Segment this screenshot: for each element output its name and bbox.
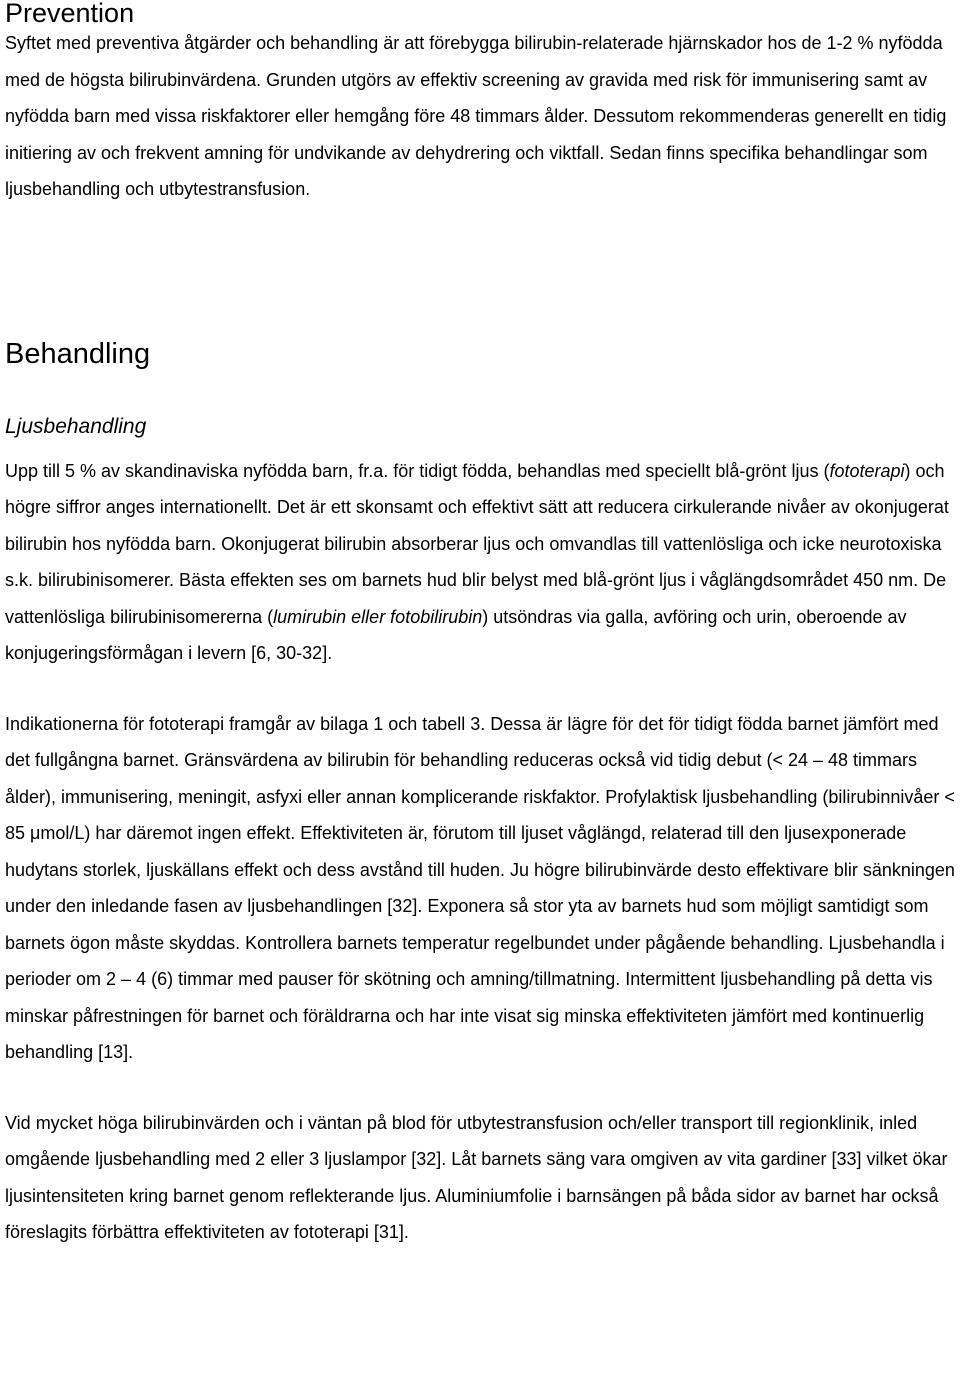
ljusbehandling-subheading: Ljusbehandling xyxy=(5,414,147,438)
text-segment: Upp till 5 % av skandinaviska nyfödda barn, fr.a. för tidigt födda, behandlas med speciellt blå-grönt ljus ( xyxy=(5,460,830,481)
ljusbehandling-paragraph-3: Vid mycket höga bilirubinvärden och i väntan på blod för utbytestransfusion och/eller transport till regionklinik, inled omgående ljusbehandling med 2 eller 3 ljuslampor [32]. Låt barnets säng vara omgiven av vita gardiner [33] vilket ökar ljusintensiteten kring barnet genom reflekterande ljus. Aluminiumfolie i barnsängen på båda sidor av barnet har också föreslagits förbättra effektiviteten av fototerapi [31]. xyxy=(5,1112,948,1243)
italic-term-lumirubin: lumirubin eller fotobilirubin xyxy=(273,606,483,627)
prevention-paragraph: Syftet med preventiva åtgärder och behandling är att förebygga bilirubin-relaterade hjärnskador hos de 1-2 % nyfödda med de högsta bilirubinvärdena. Grunden utgörs av effektiv screening av gravida med risk för immunisering samt av nyfödda barn med vissa riskfaktorer eller hemgång före 48 timmars ålder. Dessutom rekommenderas generellt en tidig initiering av och frekvent amning för undvikande av dehydrering och viktfall. Sedan finns specifika behandlingar som ljusbehandling och utbytestransfusion. xyxy=(5,33,947,200)
text-segment: ) utsöndras via galla, avföring och urin, oberoende av konjugeringsförmågan i levern [6, 30-32]. xyxy=(5,606,907,664)
behandling-heading: Behandling xyxy=(5,337,151,370)
text-segment: ) och högre siffror anges internationellt. Det är ett skonsamt och effektivt sätt att reducera cirkulerande nivåer av okonjugerat bilirubin hos nyfödda barn. Okonjugerat bilirubin absorberar ljus och omvandlas till vattenlösliga och icke neurotoxiska s.k. bilirubinisomerer. Bästa effekten ses om barnets hud blir belyst med blå-grönt ljus i våglängdsområdet 450 nm. De vattenlösliga bilirubinisomererna ( xyxy=(5,460,949,627)
italic-term-fototerapi: fototerapi xyxy=(829,460,905,481)
ljusbehandling-paragraph-1 xyxy=(5,453,955,672)
prevention-heading: Prevention xyxy=(5,0,135,28)
ljusbehandling-paragraph-2: Indikationerna för fototerapi framgår av bilaga 1 och tabell 3. Dessa är lägre för det för tidigt födda barnet jämfört med det fullgångna barnet. Gränsvärdena av bilirubin för behandling reduceras också vid tidig debut (< 24 – 48 timmars ålder), immunisering, meningit, asfyxi eller annan komplicerande riskfaktor. Profylaktisk ljusbehandling (bilirubinnivåer < 85 μmol/L) har däremot ingen effekt. Effektiviteten är, förutom till ljuset våglängd, relaterad till den ljusexponerade hudytans storlek, ljuskällans effekt och dess avstånd till huden. Ju högre bilirubinvärde desto effektivare blir sänkningen under den inledande fasen av ljusbehandlingen [32]. Exponera så stor yta av barnets hud som möjligt samtidigt som barnets ögon måste skyddas. Kontrollera barnets temperatur regelbundet under pågående behandling. Ljusbehandla i perioder om 2 – 4 (6) timmar med pauser för skötning och amning/tillmatning. Intermittent ljusbehandling på detta vis minskar påfrestningen för barnet och föräldrarna och har inte visat sig minska effektiviteten jämfört med kontinuerlig behandling [13]. xyxy=(5,713,955,1063)
